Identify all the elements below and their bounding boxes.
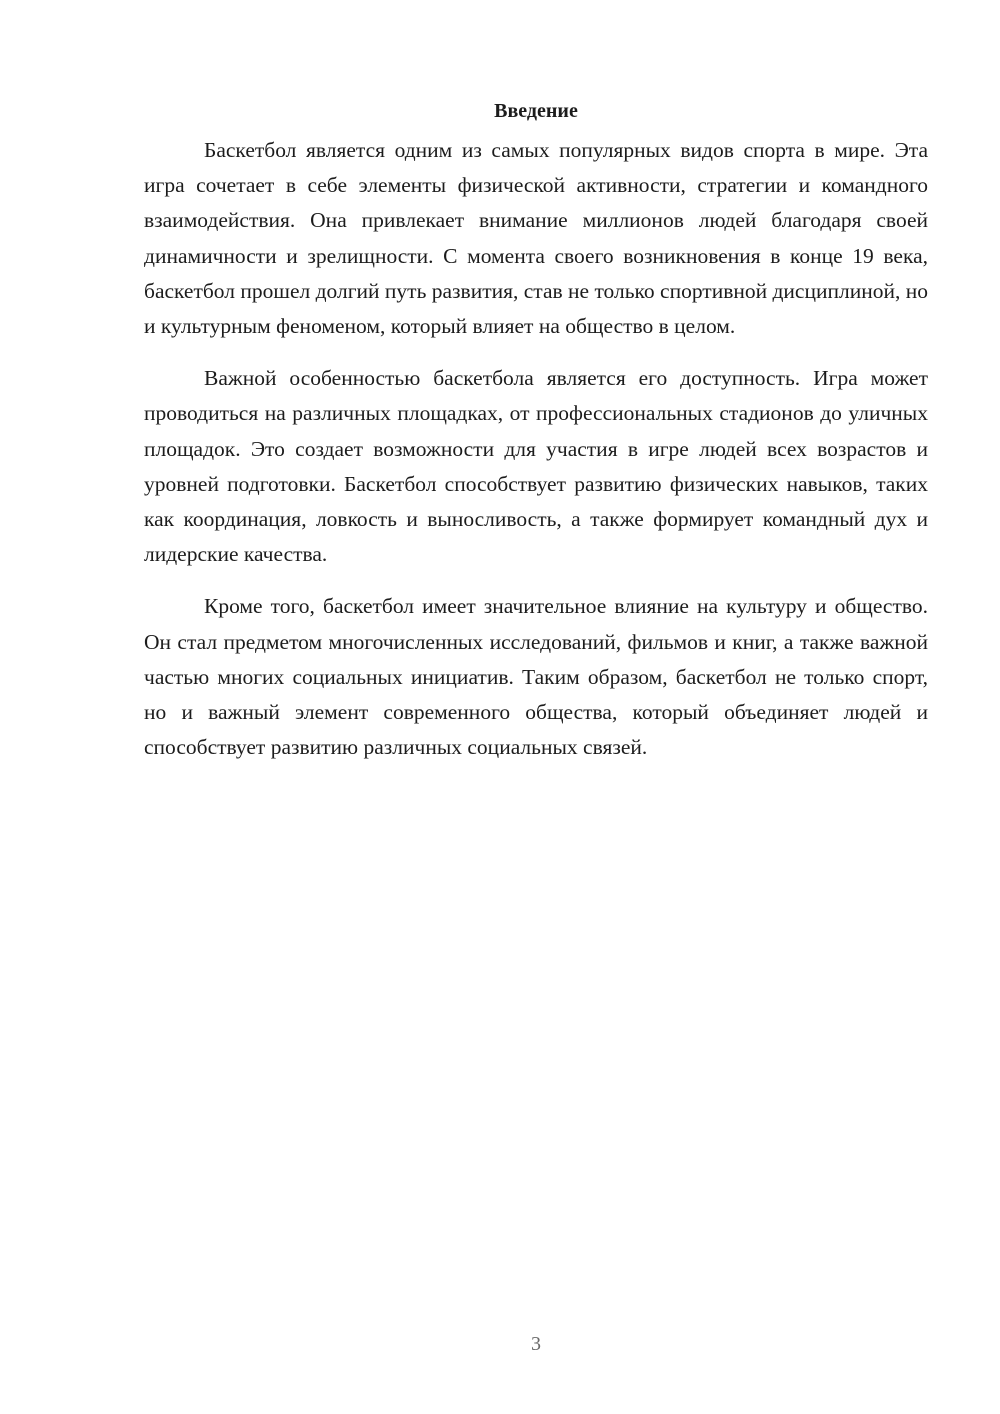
page-number: 3 [531, 1333, 541, 1355]
paragraph-1: Баскетбол является одним из самых популярных видов спорта в мире. Эта игра сочетает в себе элементы физической активности, стратегии и командного взаимодействия. Она привлекает внимание миллионов людей благодаря своей динамичности и зрелищности. С момента своего возникновения в конце 19 века, баскетбол прошел долгий путь развития, став не только спортивной дисциплиной, но и культурным феноменом, который влияет на общество в целом. [144, 138, 928, 339]
paragraph-2: Важной особенностью баскетбола является его доступность. Игра может проводиться на различных площадках, от профессиональных стадионов до уличных площадок. Это создает возможности для участия в игре людей всех возрастов и уровней подготовки. Баскетбол способствует развитию физических навыков, таких как координация, ловкость и выносливость, а также формирует командный дух и лидерские качества. [144, 366, 928, 567]
page-content [144, 93, 928, 782]
page-title: Введение [494, 100, 578, 122]
paragraph-3: Кроме того, баскетбол имеет значительное влияние на культуру и общество. Он стал предметом многочисленных исследований, фильмов и книг, а также важной частью многих социальных инициатив. Таким образом, баскетбол не только спорт, но и важный элемент современного общества, который объединяет людей и способствует развитию различных социальных связей. [144, 594, 928, 760]
